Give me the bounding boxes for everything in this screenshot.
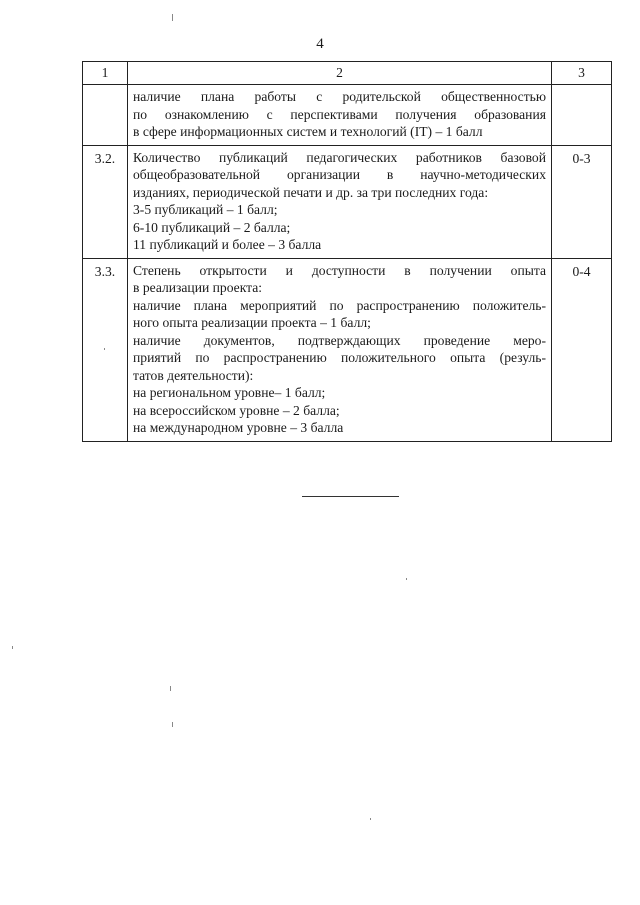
scan-speck — [370, 818, 371, 820]
scan-speck — [104, 348, 105, 350]
text-line: наличие документов, подтверждающих проведение меро- — [133, 332, 546, 348]
scan-speck — [406, 578, 407, 580]
text-line: по ознакомлению с перспективами получения образования — [133, 106, 546, 122]
text-line: 3-5 публикаций – 1 балл; — [133, 202, 278, 217]
text-line: изданиях, периодической печати и др. за три последних года: — [133, 184, 489, 200]
table-header-row — [83, 62, 612, 85]
text-line: ного опыта реализации проекта – 1 балл; — [133, 315, 371, 330]
row-description — [128, 258, 552, 441]
text-line: общеобразовательной организации в научно-методических — [133, 167, 546, 182]
scan-speck — [170, 686, 171, 691]
text-line: в реализации проекта: — [133, 280, 263, 295]
text-line: наличие плана мероприятий по распространению положитель- — [133, 297, 546, 313]
row-score: 0-3 — [552, 145, 612, 258]
text-line: на международном уровне – 3 балла — [133, 420, 344, 435]
text-line: 6-10 публикаций – 2 балла; — [133, 219, 291, 235]
row-score: 0-4 — [552, 258, 612, 441]
page-number: 4 — [316, 36, 324, 52]
text-line: Степень открытости и доступности в получении опыта — [133, 262, 546, 278]
text-line: на региональном уровне– 1 балл; — [133, 385, 326, 400]
row-number: 3.2. — [83, 145, 128, 258]
row-score — [552, 85, 612, 146]
header-col-3: 3 — [552, 62, 612, 85]
scan-speck — [172, 14, 173, 21]
row-number — [83, 85, 128, 146]
text-line: приятий по распространению положительного опыта (резуль- — [133, 350, 546, 365]
row-description — [128, 145, 552, 258]
table-row — [83, 145, 612, 258]
header-col-2: 2 — [128, 62, 552, 85]
text-line: 11 публикаций и более – 3 балла — [133, 237, 322, 252]
end-divider — [302, 496, 399, 497]
criteria-table — [82, 61, 612, 442]
text-line: в сфере информационных систем и технологий (IT) – 1 балл — [133, 124, 483, 139]
row-description — [128, 85, 552, 146]
scan-speck — [172, 722, 173, 727]
text-line: на всероссийском уровне – 2 балла; — [133, 402, 340, 418]
scan-speck — [12, 646, 13, 649]
text-line: татов деятельности): — [133, 367, 254, 383]
row-number: 3.3. — [83, 258, 128, 441]
table-row — [83, 85, 612, 146]
text-line: наличие плана работы с родительской общественностью — [133, 89, 546, 104]
text-line: Количество публикаций педагогических работников базовой — [133, 149, 546, 165]
table-row — [83, 258, 612, 441]
header-col-1: 1 — [83, 62, 128, 85]
